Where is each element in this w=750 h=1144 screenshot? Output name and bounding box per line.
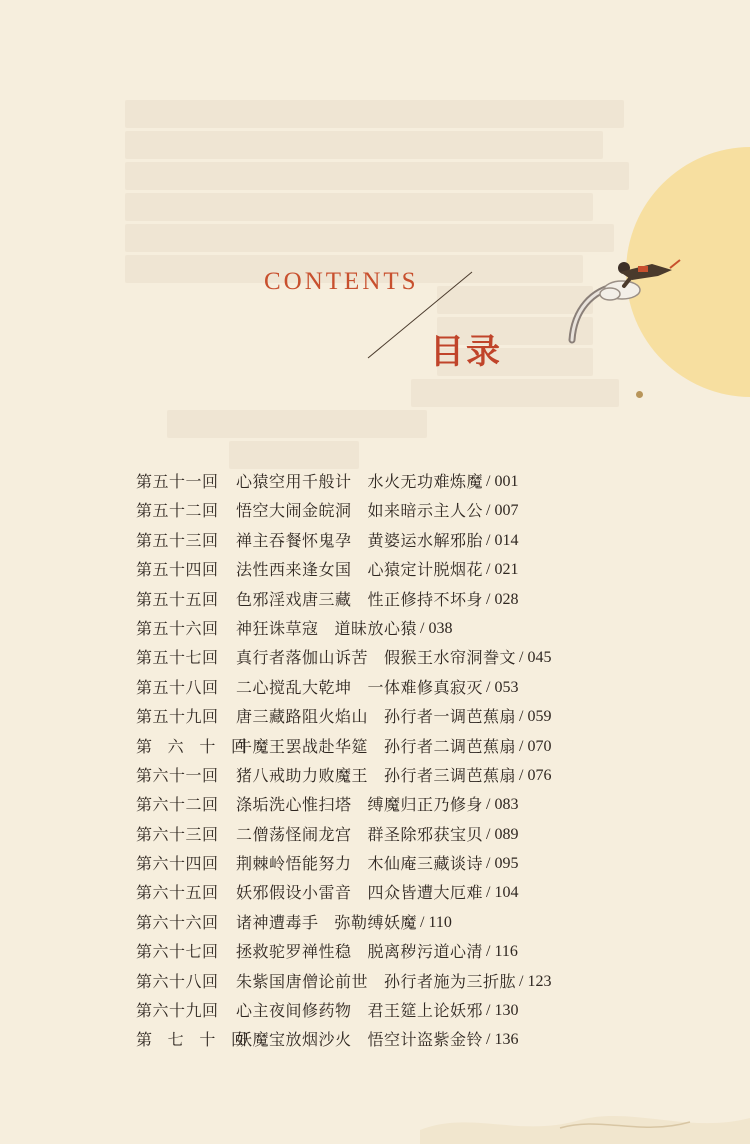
toc-entry[interactable] bbox=[136, 585, 656, 614]
chapter-title bbox=[236, 761, 551, 790]
page-number: / 038 bbox=[420, 619, 453, 637]
toc-entry[interactable] bbox=[136, 555, 656, 584]
chapter-number: 第五十七回 bbox=[136, 648, 219, 668]
chapter-number: 第六十九回 bbox=[136, 1001, 219, 1021]
chapter-title-second-line: 群圣除邪获宝贝 bbox=[367, 824, 484, 844]
chapter-title-first-line: 心猿空用千般计 bbox=[236, 472, 352, 491]
chapter-number: 第六十六回 bbox=[136, 912, 219, 932]
page-number: / 110 bbox=[420, 913, 452, 931]
chapter-title-second-line: 悟空计盗紫金铃 bbox=[367, 1030, 484, 1050]
toc-entry[interactable] bbox=[136, 849, 656, 878]
chapter-title-second-line: 孙行者二调芭蕉扇 bbox=[384, 736, 517, 756]
chapter-title-second-line: 心猿定计脱烟花 bbox=[367, 560, 484, 580]
toc-entry[interactable] bbox=[136, 790, 656, 819]
toc-entry[interactable] bbox=[136, 1025, 656, 1054]
chapter-title-first-line: 悟空大闹金皖洞 bbox=[236, 501, 352, 521]
chapter-title bbox=[236, 732, 551, 761]
chapter-title-first-line: 妖邪假设小雷音 bbox=[236, 883, 352, 903]
chapter-title-first-line: 禅主吞餐怀鬼孕 bbox=[236, 530, 352, 550]
chapter-number: 第五十六回 bbox=[136, 618, 219, 638]
bottom-cloud-pattern bbox=[0, 1100, 750, 1144]
chapter-number: 第五十九回 bbox=[136, 707, 219, 727]
chapter-number: 第五十四回 bbox=[136, 560, 219, 580]
chapter-title bbox=[236, 673, 518, 702]
chapter-title-first-line: 诸神遭毒手 bbox=[236, 912, 319, 932]
toc-entry[interactable] bbox=[136, 967, 656, 996]
page-number: / 130 bbox=[486, 1002, 519, 1020]
toc-entry[interactable] bbox=[136, 496, 656, 525]
chapter-title-second-line: 水火无功难炼魔 bbox=[367, 472, 484, 491]
page-number: / 053 bbox=[486, 678, 519, 696]
page-number: / 089 bbox=[486, 825, 519, 843]
chapter-title bbox=[236, 526, 518, 555]
chapter-number: 第六十四回 bbox=[136, 854, 219, 874]
page-number: / 001 bbox=[486, 473, 519, 490]
toc-entry[interactable] bbox=[136, 908, 656, 937]
toc-entry[interactable] bbox=[136, 526, 656, 555]
toc-entry[interactable] bbox=[136, 702, 656, 731]
toc-entry[interactable] bbox=[136, 614, 656, 643]
chapter-title-first-line: 法性西来逢女国 bbox=[236, 560, 352, 580]
chapter-title-second-line: 性正修持不坏身 bbox=[367, 589, 484, 609]
page-number: / 007 bbox=[486, 502, 519, 520]
chapter-title-second-line: 脱离秽污道心清 bbox=[367, 942, 484, 962]
chapter-title-first-line: 二心搅乱大乾坤 bbox=[236, 677, 352, 697]
page-number: / 028 bbox=[486, 590, 519, 608]
monkey-king-on-cloud-icon bbox=[562, 250, 692, 350]
page-number: / 136 bbox=[486, 1031, 519, 1049]
chapter-number: 第六十五回 bbox=[136, 883, 219, 903]
page-number: / 076 bbox=[519, 766, 552, 784]
chapter-title-second-line: 道昧放心猿 bbox=[334, 618, 418, 638]
chapter-title-second-line: 如来暗示主人公 bbox=[367, 501, 484, 521]
chapter-number: 第五十三回 bbox=[136, 530, 219, 550]
chapter-title-second-line: 缚魔归正乃修身 bbox=[367, 795, 484, 815]
chapter-title-first-line: 真行者落伽山诉苦 bbox=[236, 648, 369, 668]
chapter-title-second-line: 四众皆遭大厄难 bbox=[367, 883, 484, 903]
chapter-title bbox=[236, 585, 518, 614]
chapter-title-first-line: 色邪淫戏唐三藏 bbox=[236, 589, 352, 609]
chapter-title-second-line: 假猴王水帘洞誊文 bbox=[384, 648, 517, 668]
chapter-number: 第六十一回 bbox=[136, 765, 219, 785]
chapter-number: 第五十二回 bbox=[136, 501, 219, 521]
chapter-title bbox=[236, 790, 518, 819]
chapter-title-first-line: 牛魔王罢战赴华筵 bbox=[236, 736, 369, 756]
toc-entry[interactable] bbox=[136, 467, 656, 496]
chapter-number: 第五十一回 bbox=[136, 472, 219, 491]
chapter-title bbox=[236, 643, 551, 672]
contents-heading-en: CONTENTS bbox=[264, 268, 419, 295]
chapter-title-first-line: 神狂诛草寇 bbox=[236, 618, 319, 638]
chapter-number: 第 七 十 回 bbox=[136, 1030, 253, 1050]
chapter-title-first-line: 朱紫国唐僧论前世 bbox=[236, 971, 369, 991]
chapter-title-first-line: 妖魔宝放烟沙火 bbox=[236, 1030, 352, 1050]
chapter-title-second-line: 黄婆运水解邪胎 bbox=[367, 530, 484, 550]
toc-entry[interactable] bbox=[136, 878, 656, 907]
toc-entry[interactable] bbox=[136, 761, 656, 790]
chapter-title-second-line: 孙行者一调芭蕉扇 bbox=[384, 707, 517, 727]
page-number: / 045 bbox=[519, 649, 552, 667]
chapter-number: 第五十八回 bbox=[136, 677, 219, 697]
toc-entry[interactable] bbox=[136, 643, 656, 672]
chapter-title bbox=[236, 702, 551, 731]
chapter-title bbox=[236, 937, 518, 966]
page-number: / 059 bbox=[519, 708, 552, 726]
chapter-title-second-line: 弥勒缚妖魔 bbox=[334, 912, 418, 932]
chapter-title-first-line: 涤垢洗心惟扫塔 bbox=[236, 795, 352, 815]
page-number: / 014 bbox=[486, 531, 519, 549]
chapter-title-second-line: 孙行者三调芭蕉扇 bbox=[384, 765, 517, 785]
chapter-title-second-line: 君王筵上论妖邪 bbox=[367, 1001, 484, 1021]
chapter-number: 第六十三回 bbox=[136, 824, 219, 844]
chapter-title-second-line: 木仙庵三藏谈诗 bbox=[367, 854, 484, 874]
page-number: / 104 bbox=[486, 884, 519, 902]
chapter-title bbox=[236, 1025, 518, 1054]
table-of-contents bbox=[136, 467, 656, 1055]
page-number: / 021 bbox=[486, 561, 519, 579]
chapter-title bbox=[236, 908, 452, 937]
chapter-title bbox=[236, 614, 452, 643]
chapter-title-second-line: 一体难修真寂灭 bbox=[367, 677, 484, 697]
chapter-number: 第 六 十 回 bbox=[136, 736, 253, 756]
toc-entry[interactable] bbox=[136, 996, 656, 1025]
chapter-title-second-line: 孙行者施为三折肱 bbox=[384, 971, 517, 991]
toc-entry[interactable] bbox=[136, 673, 656, 702]
chapter-title bbox=[236, 996, 518, 1025]
chapter-title-first-line: 猪八戒助力败魔王 bbox=[236, 765, 369, 785]
chapter-title bbox=[236, 496, 518, 525]
chapter-title bbox=[236, 878, 518, 907]
chapter-title-first-line: 二僧荡怪闹龙宫 bbox=[236, 824, 352, 844]
page-number: / 123 bbox=[519, 972, 552, 990]
page-number: / 095 bbox=[486, 855, 519, 873]
chapter-number: 第六十八回 bbox=[136, 971, 219, 991]
page-number: / 070 bbox=[519, 737, 552, 755]
page-number: / 083 bbox=[486, 796, 519, 814]
chapter-title-first-line: 唐三藏路阻火焰山 bbox=[236, 707, 369, 727]
chapter-title bbox=[236, 555, 518, 584]
chapter-number: 第五十五回 bbox=[136, 589, 219, 609]
chapter-title-first-line: 心主夜间修药物 bbox=[236, 1001, 352, 1021]
chapter-title bbox=[236, 967, 551, 996]
chapter-title-first-line: 拯救驼罗禅性稳 bbox=[236, 942, 352, 962]
toc-entry[interactable] bbox=[136, 937, 656, 966]
page-number: / 116 bbox=[486, 943, 518, 961]
chapter-title bbox=[236, 820, 518, 849]
chapter-number: 第六十二回 bbox=[136, 795, 219, 815]
contents-heading-cn: 目录 bbox=[430, 332, 502, 372]
toc-entry[interactable] bbox=[136, 732, 656, 761]
chapter-title-first-line: 荆棘岭悟能努力 bbox=[236, 854, 352, 874]
toc-entry[interactable] bbox=[136, 820, 656, 849]
chapter-number: 第六十七回 bbox=[136, 942, 219, 962]
chapter-title bbox=[236, 849, 518, 878]
chapter-title bbox=[236, 467, 518, 496]
decorative-dot bbox=[636, 391, 643, 398]
